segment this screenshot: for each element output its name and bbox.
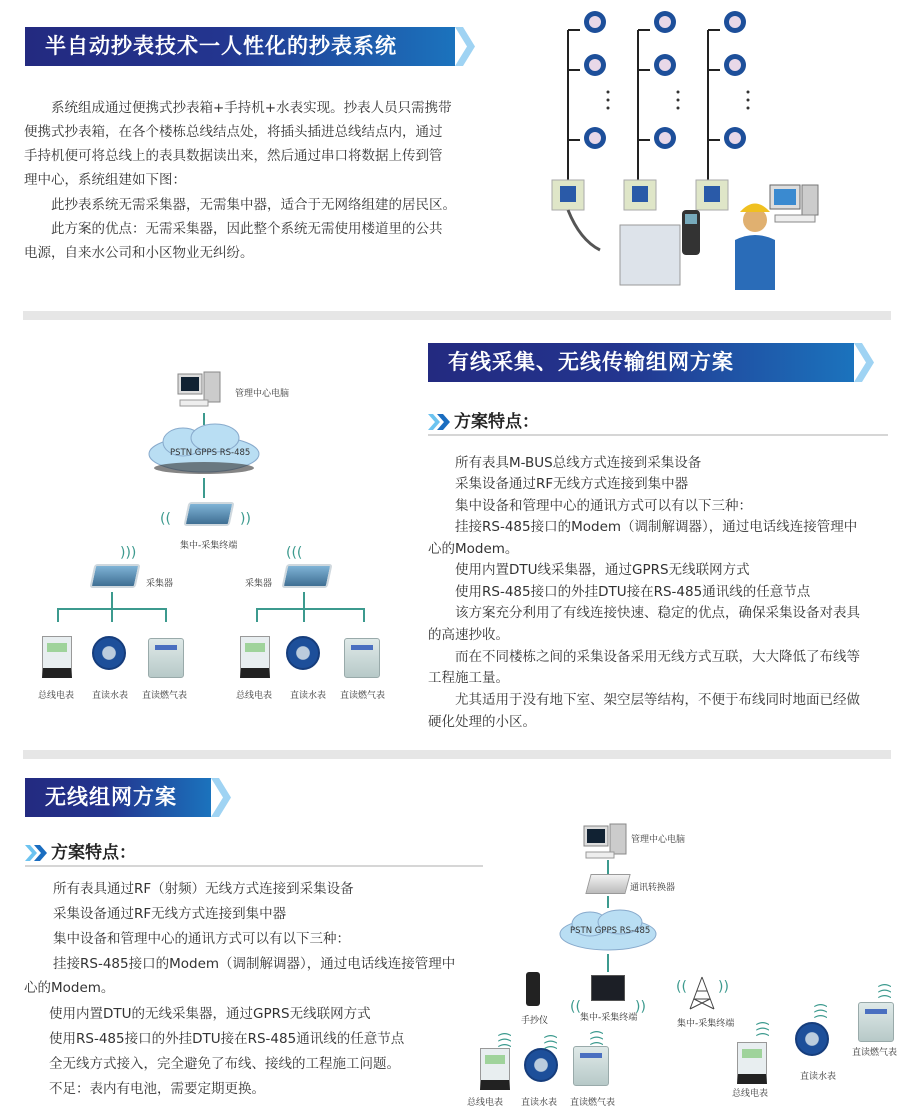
meter-label: 直读燃气表 xyxy=(142,691,188,701)
meter-label: 直读水表 xyxy=(521,1098,558,1108)
paragraph-line: 全无线方式接入，完全避免了布线、接线的工程施工问题。 xyxy=(22,1056,400,1072)
bus-line xyxy=(256,608,364,610)
meter-label: 直读水表 xyxy=(92,691,129,701)
section1-title: 半自动抄表技术一人性化的抄表系统 xyxy=(45,34,397,58)
gas-meter xyxy=(148,638,184,678)
bus-line xyxy=(256,608,258,622)
pc-label: 管理中心电脑 xyxy=(631,835,686,845)
bus-meter-reading-illustration xyxy=(540,0,840,295)
section-divider xyxy=(23,311,891,320)
chevron-icon xyxy=(854,343,876,382)
paragraph-line: 此抄表系统无需采集器，无需集中器，适合于无网络组建的居民区。 xyxy=(24,197,456,213)
meter-label: 总线电表 xyxy=(732,1089,769,1099)
paragraph-line: 尤其适用于没有地下室、架空层等结构，不便于布线同时地面已经做 xyxy=(428,692,860,708)
subheading-rule xyxy=(25,865,483,867)
section-divider xyxy=(23,750,891,759)
paragraph-line: 挂接RS-485接口的Modem（调制解调器），通过电话线连接管理中 xyxy=(26,956,456,972)
converter-label: 通讯转换器 xyxy=(630,883,676,893)
paragraph-line: 工程施工量。 xyxy=(428,670,509,686)
handheld-device xyxy=(526,972,540,1006)
computer-icon xyxy=(176,370,224,410)
wireless-icon: (( xyxy=(570,999,581,1015)
wireless-icon: )) xyxy=(718,979,729,995)
cloud-label: PSTN GPPS RS-485 xyxy=(170,448,251,458)
bus-line xyxy=(363,608,365,622)
terminal-label: 集中-采集终端 xyxy=(180,541,238,551)
electric-meter xyxy=(240,636,270,678)
meter-label: 直读燃气表 xyxy=(340,691,386,701)
collector-label: 采集器 xyxy=(245,579,273,589)
wireless-icon: ((( xyxy=(286,545,303,561)
wireless-icon: ((( xyxy=(542,1033,559,1051)
paragraph-line: 使用内置DTU的无线采集器，通过GPRS无线联网方式 xyxy=(22,1006,371,1022)
chevron-icon xyxy=(455,27,477,66)
paragraph-line: 采集设备通过RF无线方式连接到集中器 xyxy=(26,906,287,922)
wireless-icon: ((( xyxy=(812,1002,829,1020)
double-chevron-icon xyxy=(428,414,452,430)
chevron-icon xyxy=(211,778,233,817)
meter-label: 直读燃气表 xyxy=(852,1048,898,1058)
antenna-tower-icon xyxy=(682,975,722,1011)
gas-meter xyxy=(573,1046,609,1086)
water-meter xyxy=(795,1022,829,1056)
wireless-icon: (( xyxy=(676,979,687,995)
handheld-label: 手抄仪 xyxy=(521,1016,549,1026)
paragraph-line: 便携式抄表箱，在各个楼栋总线结点处，将插头插进总线结点内，通过 xyxy=(24,124,443,140)
paragraph-line: 的高速抄收。 xyxy=(428,627,509,643)
paragraph-line: 所有表具通过RF（射频）无线方式连接到采集设备 xyxy=(26,881,354,897)
section3-title-banner xyxy=(25,778,211,817)
section1-title-banner xyxy=(25,27,455,66)
paragraph-line: 不足：表内有电池，需要定期更换。 xyxy=(22,1081,265,1097)
section3-title: 无线组网方案 xyxy=(45,785,177,809)
bus-line xyxy=(57,608,59,622)
paragraph-line: 系统组成通过便携式抄表箱+手持机+水表实现。抄表人员只需携带 xyxy=(24,100,452,116)
subheading-rule xyxy=(428,434,888,436)
double-chevron-icon xyxy=(25,845,49,861)
computer-icon xyxy=(582,822,630,862)
paragraph-line: 此方案的优点：无需采集器，因此整个系统无需使用楼道里的公共 xyxy=(24,221,443,237)
water-meter xyxy=(524,1048,558,1082)
paragraph-line: 硬化处理的小区。 xyxy=(428,714,536,730)
wireless-icon: )) xyxy=(635,999,646,1015)
paragraph-line: 理中心，系统组建如下图： xyxy=(24,172,186,188)
terminal-device xyxy=(591,975,625,1001)
wireless-icon: (( xyxy=(160,511,171,527)
collector-label: 采集器 xyxy=(146,579,174,589)
paragraph-line: 手持机便可将总线上的表具数据读出来，然后通过串口将数据上传到管 xyxy=(24,148,443,164)
bus-line xyxy=(111,592,113,622)
bus-line xyxy=(165,608,167,622)
gas-meter xyxy=(858,1002,894,1042)
terminal-device xyxy=(183,502,234,526)
wireless-icon: )) xyxy=(240,511,251,527)
section2-subheading xyxy=(428,412,539,432)
paragraph-line: 采集设备通过RF无线方式连接到集中器 xyxy=(428,476,689,492)
paragraph-line: 集中设备和管理中心的通讯方式可以有以下三种： xyxy=(428,498,752,514)
subheading-text: 方案特点： xyxy=(51,843,136,863)
paragraph-line: 而在不同楼栋之间的采集设备采用无线方式互联，大大降低了布线等 xyxy=(428,649,860,665)
wireless-icon: ((( xyxy=(876,982,893,1000)
meter-label: 直读水表 xyxy=(290,691,327,701)
paragraph-line: 该方案充分利用了有线连接快速、稳定的优点，确保采集设备对表具 xyxy=(428,605,860,621)
meter-label: 直读水表 xyxy=(800,1072,837,1082)
meter-label: 总线电表 xyxy=(467,1098,504,1108)
meter-label: 直读燃气表 xyxy=(570,1098,616,1108)
bus-line xyxy=(303,592,305,622)
water-meter xyxy=(92,636,126,670)
tower-label: 集中-采集终端 xyxy=(677,1019,735,1029)
paragraph-line: 心的Modem。 xyxy=(24,980,115,996)
paragraph-line: 使用内置DTU线采集器，通过GPRS无线联网方式 xyxy=(428,562,750,578)
subheading-text: 方案特点： xyxy=(454,412,539,432)
connector-line xyxy=(607,860,609,874)
water-meter xyxy=(286,636,320,670)
section3-subheading xyxy=(25,843,136,863)
connector-line xyxy=(203,478,205,498)
electric-meter xyxy=(42,636,72,678)
gas-meter xyxy=(344,638,380,678)
collector-device xyxy=(89,564,140,588)
paragraph-line: 使用RS-485接口的外挂DTU接在RS-485通讯线的任意节点 xyxy=(428,584,811,600)
converter-device xyxy=(585,874,630,894)
paragraph-line: 使用RS-485接口的外挂DTU接在RS-485通讯线的任意节点 xyxy=(22,1031,405,1047)
paragraph-line: 电源，自来水公司和小区物业无纠纷。 xyxy=(24,245,254,261)
electric-meter xyxy=(480,1048,510,1090)
terminal-label: 集中-采集终端 xyxy=(580,1013,638,1023)
wireless-icon: ((( xyxy=(754,1020,771,1038)
wireless-icon: ((( xyxy=(496,1031,513,1049)
connector-line xyxy=(607,954,609,972)
paragraph-line: 心的Modem。 xyxy=(428,541,519,557)
paragraph-line: 所有表具M-BUS总线方式连接到采集设备 xyxy=(428,455,702,471)
paragraph-line: 挂接RS-485接口的Modem（调制解调器），通过电话线连接管理中 xyxy=(428,519,858,535)
section2-title: 有线采集、无线传输组网方案 xyxy=(448,350,734,374)
paragraph-line: 集中设备和管理中心的通讯方式可以有以下三种： xyxy=(26,931,350,947)
wireless-icon: ((( xyxy=(588,1029,605,1047)
pc-label: 管理中心电脑 xyxy=(235,389,290,399)
electric-meter xyxy=(737,1042,767,1084)
cloud-label: PSTN GPPS RS-485 xyxy=(570,926,651,936)
section2-title-banner xyxy=(428,343,854,382)
wireless-icon: ))) xyxy=(120,545,137,561)
collector-device xyxy=(281,564,332,588)
meter-label: 总线电表 xyxy=(236,691,273,701)
meter-label: 总线电表 xyxy=(38,691,75,701)
